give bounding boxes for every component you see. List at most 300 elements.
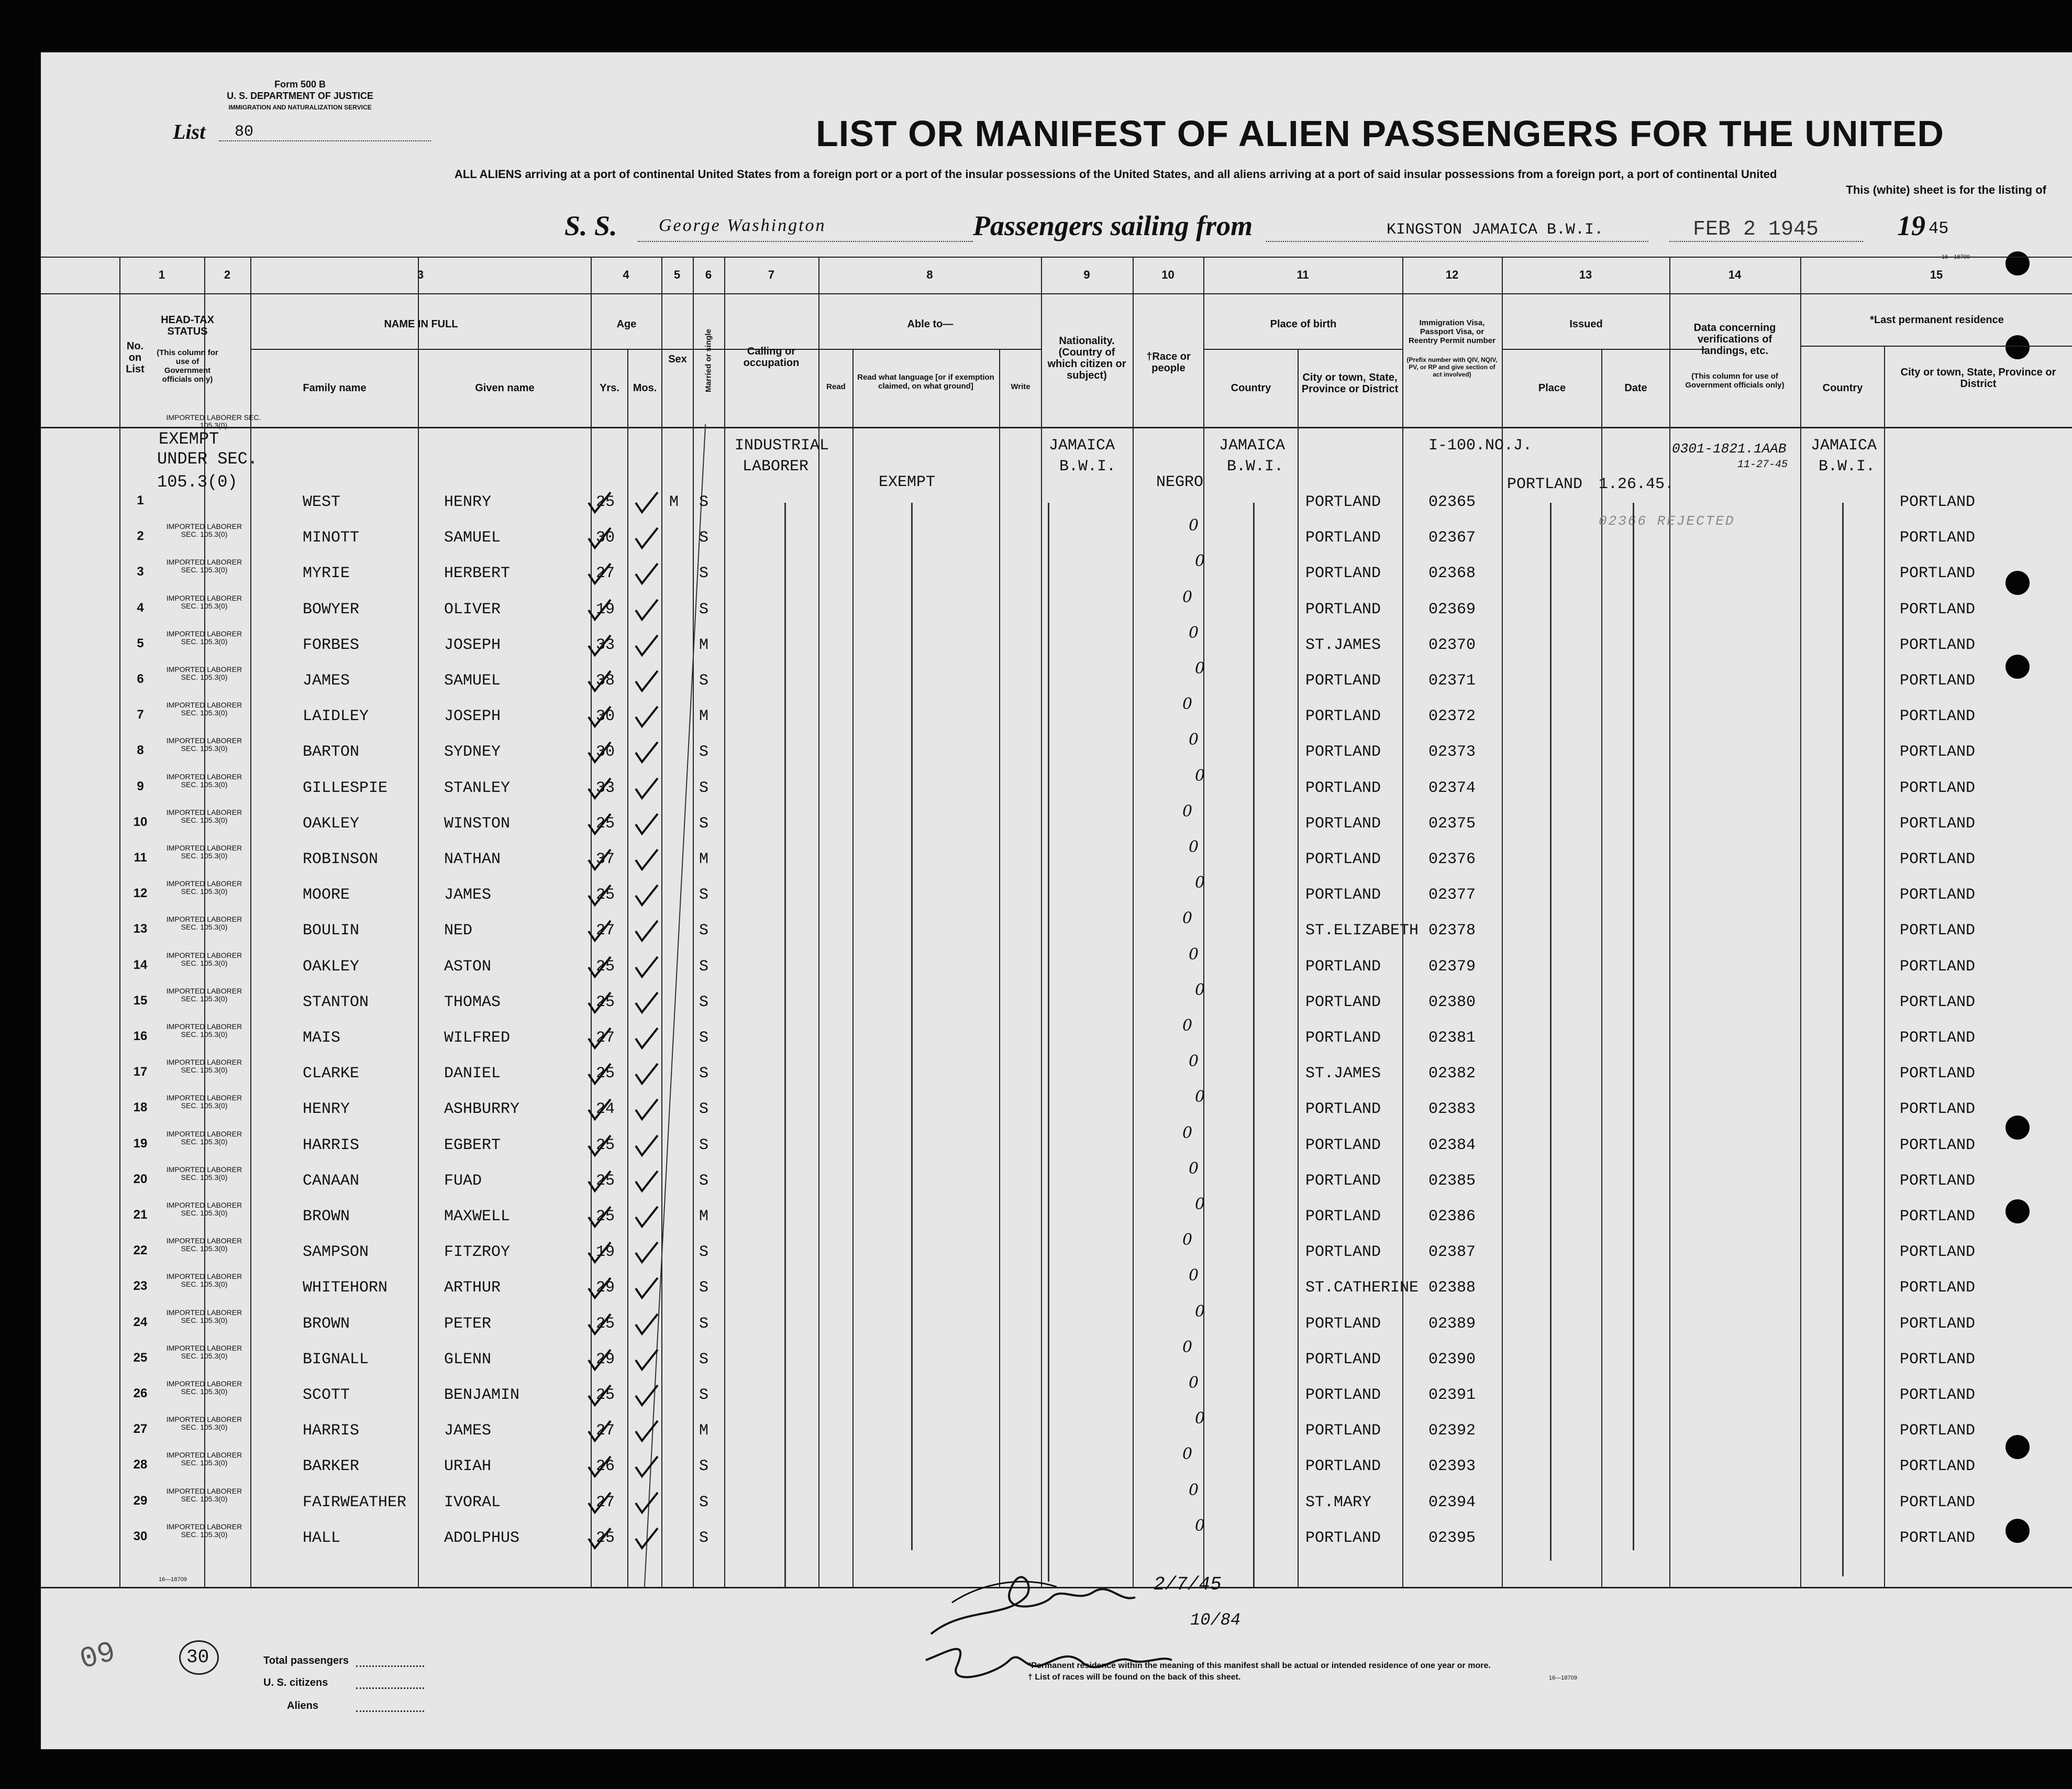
- col-number: 9: [1083, 268, 1090, 281]
- row-yrs: 25: [596, 1172, 615, 1190]
- col-number: 11: [1297, 268, 1309, 281]
- row-city: ST.CATHERINE: [1305, 1279, 1419, 1297]
- given-name-check-icon: [585, 739, 614, 766]
- given-name-check-icon: [585, 597, 614, 624]
- header-res-country: Country: [1822, 382, 1863, 394]
- given-name-check-icon: [585, 525, 614, 552]
- col-number: 4: [623, 268, 629, 281]
- row-num: 19: [133, 1136, 148, 1151]
- list-label: List: [173, 120, 206, 143]
- row-family: BOULIN: [303, 922, 360, 940]
- row-num: 29: [133, 1493, 148, 1508]
- notice-text: [455, 167, 2046, 198]
- head-tax-label: IMPORTED LABORER: [166, 986, 242, 995]
- head-tax-stamp: [157, 1416, 251, 1431]
- age-check-icon: [633, 1132, 661, 1159]
- row-ms: S: [699, 1243, 709, 1262]
- row-ms: M: [699, 1422, 709, 1440]
- row-given: FITZROY: [444, 1243, 511, 1262]
- margin-note: 09: [76, 1635, 119, 1677]
- row-ms: S: [699, 1315, 709, 1333]
- row-given: OLIVER: [444, 600, 501, 619]
- given-name-check-icon: [585, 811, 614, 838]
- nationality-line-2: B.W.I.: [1059, 458, 1116, 476]
- row-ms: S: [699, 743, 709, 761]
- head-tax-label: IMPORTED LABORER: [166, 701, 242, 710]
- col-rule: [1601, 349, 1602, 1587]
- row-given: SAMUEL: [444, 529, 501, 547]
- age-check-icon: [633, 489, 661, 516]
- head-tax-stamp: [157, 737, 251, 753]
- row-visa: 02391: [1428, 1386, 1476, 1404]
- race-ditto-mark: 0: [1189, 1374, 1199, 1392]
- col-number: 1: [158, 268, 165, 281]
- year-prefix: 19: [1897, 210, 1925, 241]
- head-tax-stamp: [157, 915, 251, 931]
- head-tax-sec: SEC. 105.3(0): [181, 1423, 228, 1432]
- row-family: BROWN: [303, 1208, 350, 1225]
- row-res: PORTLAND: [1900, 600, 1976, 619]
- head-tax-label: IMPORTED LABORER: [166, 844, 242, 852]
- given-name-check-icon: [585, 775, 614, 802]
- row-visa: 02377: [1428, 886, 1476, 904]
- col-number: 8: [926, 268, 933, 281]
- occupation-line-2: LABORER: [743, 458, 809, 476]
- age-check-icon: [633, 1096, 661, 1123]
- row-ms: S: [699, 672, 709, 690]
- row-visa: 02384: [1428, 1136, 1476, 1154]
- head-tax-sec: SEC. 105.3(0): [181, 637, 228, 646]
- col-rule: [1502, 257, 1503, 1587]
- age-check-icon: [633, 1418, 661, 1445]
- ship-line: [638, 241, 973, 242]
- row-ms: S: [699, 1457, 709, 1476]
- age-check-icon: [633, 703, 661, 731]
- head-tax-sec: SEC. 105.3(0): [181, 709, 228, 717]
- row-yrs: 30: [596, 743, 615, 761]
- head-tax-stamp: [157, 844, 251, 860]
- col-rule: [1884, 346, 1885, 1587]
- row-num: 16: [133, 1029, 148, 1043]
- given-name-check-icon: [585, 1168, 614, 1195]
- given-name-check-icon: [585, 1203, 614, 1231]
- row-city: PORTLAND: [1305, 743, 1381, 761]
- row-city: PORTLAND: [1305, 529, 1381, 547]
- row-num: 14: [133, 957, 148, 972]
- row-ms: S: [699, 1529, 709, 1547]
- head-tax-label: IMPORTED LABORER: [166, 1129, 242, 1138]
- row-ms: S: [699, 493, 709, 511]
- head-tax-label: IMPORTED LABORER: [166, 522, 242, 531]
- row-given: MAXWELL: [444, 1208, 511, 1225]
- row-yrs: 25: [596, 993, 615, 1011]
- total-passengers-label: Total passengers: [263, 1655, 349, 1666]
- age-check-icon: [633, 597, 661, 624]
- age-check-icon: [633, 811, 661, 838]
- given-name-check-icon: [585, 1025, 614, 1052]
- row-visa: 02376: [1428, 851, 1476, 868]
- head-tax-label: IMPORTED LABORER: [166, 1486, 242, 1495]
- row-ms: S: [699, 779, 709, 797]
- exempt-line-1: EXEMPT: [159, 429, 219, 449]
- head-tax-label: IMPORTED LABORER: [166, 951, 242, 959]
- race-ditto-mark: 0: [1195, 1088, 1205, 1107]
- row-visa: 02374: [1428, 779, 1476, 797]
- head-tax-label: IMPORTED LABORER: [166, 808, 242, 816]
- head-tax-label: IMPORTED LABORER: [166, 1165, 242, 1174]
- row-given: SYDNEY: [444, 743, 501, 761]
- row-city: PORTLAND: [1305, 1136, 1381, 1154]
- row-city: PORTLAND: [1305, 957, 1381, 976]
- birth-country-line-1: JAMAICA: [1219, 437, 1286, 455]
- header-able-to: Able to—: [907, 318, 954, 330]
- row-family: MINOTT: [303, 529, 360, 547]
- age-check-icon: [633, 989, 661, 1017]
- row-res: PORTLAND: [1900, 1422, 1976, 1440]
- row-family: OAKLEY: [303, 957, 360, 976]
- signature-date-2: 10/84: [1190, 1610, 1241, 1630]
- form-identifier: [182, 79, 418, 113]
- row-given: THOMAS: [444, 993, 501, 1011]
- row-city: ST.JAMES: [1305, 636, 1381, 654]
- head-tax-sec: SEC. 105.3(0): [181, 566, 228, 575]
- row-res: PORTLAND: [1900, 1386, 1976, 1404]
- row-visa: 02372: [1428, 708, 1476, 726]
- row-visa: 02386: [1428, 1208, 1476, 1225]
- landing-note-2: 11-27-45: [1737, 459, 1788, 471]
- row-given: IVORAL: [444, 1493, 501, 1511]
- row-given: BENJAMIN: [444, 1386, 520, 1404]
- row-family: ROBINSON: [303, 851, 379, 868]
- row-given: DANIEL: [444, 1065, 501, 1083]
- row-ms: S: [699, 1100, 709, 1119]
- row-res: PORTLAND: [1900, 1208, 1976, 1225]
- language-exempt: EXEMPT: [879, 473, 936, 491]
- head-tax-sec: SEC. 105.3(0): [181, 1387, 228, 1396]
- row-city: PORTLAND: [1305, 993, 1381, 1011]
- signature-date-1: 2/7/45: [1154, 1574, 1222, 1595]
- row-ms: S: [699, 565, 709, 583]
- list-number-line: [219, 140, 431, 141]
- row-yrs: 25: [596, 1065, 615, 1083]
- given-name-check-icon: [585, 1239, 614, 1266]
- row-yrs: 33: [596, 636, 615, 654]
- header-landings-note: (This column for use of Government officials only): [1685, 372, 1785, 390]
- head-tax-label: IMPORTED LABORER: [166, 1451, 242, 1460]
- header-birth-country: Country: [1231, 382, 1271, 394]
- head-tax-sec: SEC. 105.3(0): [181, 1351, 228, 1360]
- row-res: PORTLAND: [1900, 636, 1976, 654]
- row-visa: 02392: [1428, 1422, 1476, 1440]
- header-res-city: City or town, State, Province or District: [1900, 367, 2056, 390]
- age-check-icon: [633, 918, 661, 945]
- row-family: BOWYER: [303, 600, 360, 619]
- race-ditto-mark: 0: [1189, 838, 1199, 856]
- row-city: PORTLAND: [1305, 851, 1381, 868]
- birth-country-line-2: B.W.I.: [1227, 458, 1284, 476]
- head-tax-stamp: [157, 558, 251, 574]
- row-res: PORTLAND: [1900, 493, 1976, 511]
- head-tax-sec: SEC. 105.3(0): [181, 1209, 228, 1217]
- row-visa: 02390: [1428, 1350, 1476, 1368]
- row-res: PORTLAND: [1900, 1279, 1976, 1297]
- head-tax-label: IMPORTED LABORER: [166, 1415, 242, 1424]
- header-married: Married or single: [704, 329, 713, 392]
- col-number: 6: [705, 268, 712, 281]
- head-tax-label: IMPORTED LABORER: [166, 1308, 242, 1317]
- row-num: 17: [133, 1065, 148, 1079]
- head-tax-stamp: [157, 594, 251, 610]
- race-ditto-mark: 0: [1182, 695, 1193, 714]
- footnote-races: † List of races will be found on the back of this sheet.: [1028, 1673, 1241, 1682]
- row-res: PORTLAND: [1900, 672, 1976, 690]
- given-name-check-icon: [585, 1311, 614, 1338]
- given-name-check-icon: [585, 1418, 614, 1445]
- row-given: JOSEPH: [444, 708, 501, 726]
- col-number: 15: [1930, 268, 1943, 281]
- race-ditto-mark: 0: [1195, 659, 1205, 678]
- col-rule: [661, 257, 662, 1587]
- ditto-line: [1253, 503, 1255, 1587]
- ditto-line: [1842, 503, 1844, 1576]
- head-tax-stamp: [157, 666, 251, 681]
- row-visa: 02393: [1428, 1457, 1476, 1476]
- row-visa: 02380: [1428, 993, 1476, 1011]
- row-ms: S: [699, 1386, 709, 1404]
- col-number: 3: [417, 268, 424, 281]
- row-given: WILFRED: [444, 1029, 511, 1047]
- head-tax-label: IMPORTED LABORER: [166, 915, 242, 924]
- total-passengers-line: [356, 1665, 424, 1667]
- col-rule: [418, 257, 419, 1587]
- row-num: 10: [133, 814, 148, 829]
- row-res: PORTLAND: [1900, 1493, 1976, 1511]
- head-tax-stamp: [157, 1380, 251, 1396]
- department: U. S. DEPARTMENT OF JUSTICE: [227, 91, 373, 101]
- row-ms: S: [699, 922, 709, 940]
- row-yrs: 27: [596, 922, 615, 940]
- head-tax-label: IMPORTED LABORER: [166, 1343, 242, 1352]
- row-city: PORTLAND: [1305, 814, 1381, 833]
- col-rule: [852, 349, 854, 1587]
- row-city: ST.JAMES: [1305, 1065, 1381, 1083]
- row-family: HARRIS: [303, 1422, 360, 1440]
- row-given: EGBERT: [444, 1136, 501, 1154]
- row-num: 25: [133, 1350, 148, 1365]
- head-tax-stamp: [157, 1309, 251, 1324]
- visa-prefix: I-100.NO.J.: [1428, 437, 1533, 455]
- age-check-icon: [633, 1453, 661, 1481]
- row-num: 21: [133, 1208, 148, 1222]
- row-res: PORTLAND: [1900, 1457, 1976, 1476]
- race-ditto-mark: 0: [1189, 1481, 1199, 1499]
- page-title: LIST OR MANIFEST OF ALIEN PASSENGERS FOR THE UNITED: [816, 113, 1944, 154]
- head-tax-sec: SEC. 105.3(0): [181, 530, 228, 539]
- row-visa: 02394: [1428, 1493, 1476, 1511]
- header-language: Read what language [or if exemption claimed, on what ground]: [857, 373, 994, 391]
- head-tax-sec: SEC. 105.3(0): [181, 601, 228, 610]
- header-landings: Data concerning verifications of landings, etc.: [1693, 322, 1776, 357]
- row-visa: 02368: [1428, 565, 1476, 583]
- row-ms: S: [699, 814, 709, 833]
- header-visa: Immigration Visa, Passport Visa, or Reentry Permit number: [1409, 318, 1495, 345]
- head-tax-sec: SEC. 105.3(0): [181, 673, 228, 681]
- head-tax-label: IMPORTED LABORER: [166, 629, 242, 638]
- race-ditto-mark: 0: [1182, 588, 1193, 606]
- given-name-check-icon: [585, 1061, 614, 1088]
- head-tax-stamp: [157, 773, 251, 789]
- row-family: CLARKE: [303, 1065, 360, 1083]
- row-given: PETER: [444, 1315, 492, 1333]
- rule: [41, 427, 2072, 428]
- row-given: NED: [444, 922, 473, 940]
- row-res: PORTLAND: [1900, 922, 1976, 940]
- row-yrs: 37: [596, 851, 615, 868]
- row-city: PORTLAND: [1305, 1457, 1381, 1476]
- row-yrs: 25: [596, 1315, 615, 1333]
- row-family: MYRIE: [303, 565, 350, 583]
- race-ditto-mark: 0: [1182, 802, 1193, 821]
- nationality-line-1: JAMAICA: [1049, 437, 1115, 455]
- row-num: 1: [137, 493, 144, 507]
- row-res: PORTLAND: [1900, 851, 1976, 868]
- age-check-icon: [633, 1346, 661, 1374]
- row-yrs: 30: [596, 529, 615, 547]
- row-res: PORTLAND: [1900, 708, 1976, 726]
- head-tax-stamp: [157, 630, 251, 646]
- row-ms: S: [699, 1172, 709, 1190]
- row-visa: 02381: [1428, 1029, 1476, 1047]
- row-res: PORTLAND: [1900, 1136, 1976, 1154]
- header-race: †Race or people: [1146, 351, 1191, 374]
- landing-note-1: 0301-1821.1AAB: [1672, 441, 1787, 457]
- race-ditto-mark: 0: [1182, 1445, 1193, 1464]
- row-res: PORTLAND: [1900, 529, 1976, 547]
- row-yrs: 26: [596, 1457, 615, 1476]
- head-tax-stamp: [157, 1094, 251, 1110]
- row-ms: M: [699, 1208, 709, 1225]
- row-family: FORBES: [303, 636, 360, 654]
- row-ms: S: [699, 1350, 709, 1368]
- head-tax-label: IMPORTED LABORER: [166, 1058, 242, 1067]
- head-tax-label: IMPORTED LABORER: [166, 1022, 242, 1031]
- row-res: PORTLAND: [1900, 1100, 1976, 1119]
- issued-date: 1.26.45.: [1599, 476, 1675, 493]
- row-yrs: 27: [596, 565, 615, 583]
- row-visa: 02367: [1428, 529, 1476, 547]
- row-given: ARTHUR: [444, 1279, 501, 1297]
- us-citizens-label: U. S. citizens: [263, 1677, 328, 1688]
- ditto-line: [1633, 503, 1634, 1550]
- head-tax-stamp: [157, 1451, 251, 1467]
- row-family: BARTON: [303, 743, 360, 761]
- res-country-line-1: JAMAICA: [1811, 437, 1877, 455]
- row-family: MAIS: [303, 1029, 341, 1047]
- head-tax-sec: SEC. 105.3(0): [181, 1173, 228, 1181]
- given-name-check-icon: [585, 1489, 614, 1517]
- header-head-tax-note: (This column for use of Government officials only): [157, 348, 218, 384]
- header-no-on-list: No. on List: [126, 340, 145, 375]
- row-yrs: 25: [596, 1208, 615, 1225]
- row-res: PORTLAND: [1900, 1172, 1976, 1190]
- head-tax-label: IMPORTED LABORER: [166, 1201, 242, 1209]
- col-rule: [999, 349, 1000, 1587]
- row-num: 15: [133, 993, 148, 1008]
- race-ditto-mark: 0: [1189, 1052, 1199, 1071]
- ditto-line: [784, 503, 786, 1587]
- row-res: PORTLAND: [1900, 1065, 1976, 1083]
- row-ms: S: [699, 1493, 709, 1511]
- head-tax-stamp: [157, 1023, 251, 1039]
- row-given: GLENN: [444, 1350, 492, 1368]
- row-num: 2: [137, 529, 144, 544]
- row-num: 5: [137, 636, 144, 650]
- ditto-line: [1048, 503, 1049, 1582]
- race-ditto-mark: 0: [1195, 766, 1205, 785]
- head-tax-sec: SEC. 105.3(0): [181, 1244, 228, 1253]
- row-ms: S: [699, 886, 709, 904]
- row-visa: 02382: [1428, 1065, 1476, 1083]
- head-tax-sec: SEC. 105.3(0): [181, 815, 228, 824]
- row-city: PORTLAND: [1305, 1350, 1381, 1368]
- exempt-line-3: 105.3(0): [157, 472, 238, 492]
- race-ditto-mark: 0: [1195, 1409, 1205, 1428]
- head-tax-stamp: [157, 1237, 251, 1253]
- given-name-check-icon: [585, 918, 614, 945]
- row-family: WEST: [303, 493, 341, 511]
- row-ms: S: [699, 529, 709, 547]
- head-tax-sec: SEC. 105.3(0): [181, 1101, 228, 1110]
- head-tax-top: IMPORTED LABORER SEC. 105.3(0): [166, 413, 261, 429]
- header-nationality: Nationality. (Country of which citizen or subject): [1047, 335, 1126, 381]
- col-rule: [1669, 257, 1670, 1587]
- rule: [41, 257, 2072, 258]
- age-check-icon: [633, 1525, 661, 1552]
- col-number: 12: [1445, 268, 1459, 281]
- col-rule: [119, 257, 120, 1587]
- row-num: 18: [133, 1100, 148, 1115]
- row-family: BIGNALL: [303, 1350, 369, 1368]
- head-tax-stamp: [157, 1344, 251, 1360]
- row-res: PORTLAND: [1900, 993, 1976, 1011]
- row-given: URIAH: [444, 1457, 492, 1476]
- head-tax-label: IMPORTED LABORER: [166, 1272, 242, 1281]
- age-check-icon: [633, 1382, 661, 1409]
- head-tax-stamp: [157, 880, 251, 896]
- row-visa: 02387: [1428, 1243, 1476, 1262]
- row-yrs: 25: [596, 1386, 615, 1404]
- row-yrs: 38: [596, 672, 615, 690]
- row-city: PORTLAND: [1305, 1100, 1381, 1119]
- head-tax-stamp: [157, 987, 251, 1003]
- row-family: BARKER: [303, 1457, 360, 1476]
- row-family: STANTON: [303, 993, 369, 1011]
- row-res: PORTLAND: [1900, 1315, 1976, 1333]
- row-ms: M: [699, 636, 709, 654]
- header-issued-date: Date: [1624, 382, 1647, 394]
- head-tax-stamp: [157, 1523, 251, 1539]
- row-yrs: 25: [596, 814, 615, 833]
- age-check-icon: [633, 1275, 661, 1302]
- head-tax-sec: SEC. 105.3(0): [181, 1459, 228, 1467]
- row-ms: S: [699, 957, 709, 976]
- race-ditto-mark: 0: [1195, 874, 1205, 892]
- list-number: 80: [235, 123, 254, 141]
- row-num: 22: [133, 1243, 148, 1258]
- col-rule: [724, 257, 725, 1587]
- row-yrs: 33: [596, 779, 615, 797]
- row-family: WHITEHORN: [303, 1279, 388, 1297]
